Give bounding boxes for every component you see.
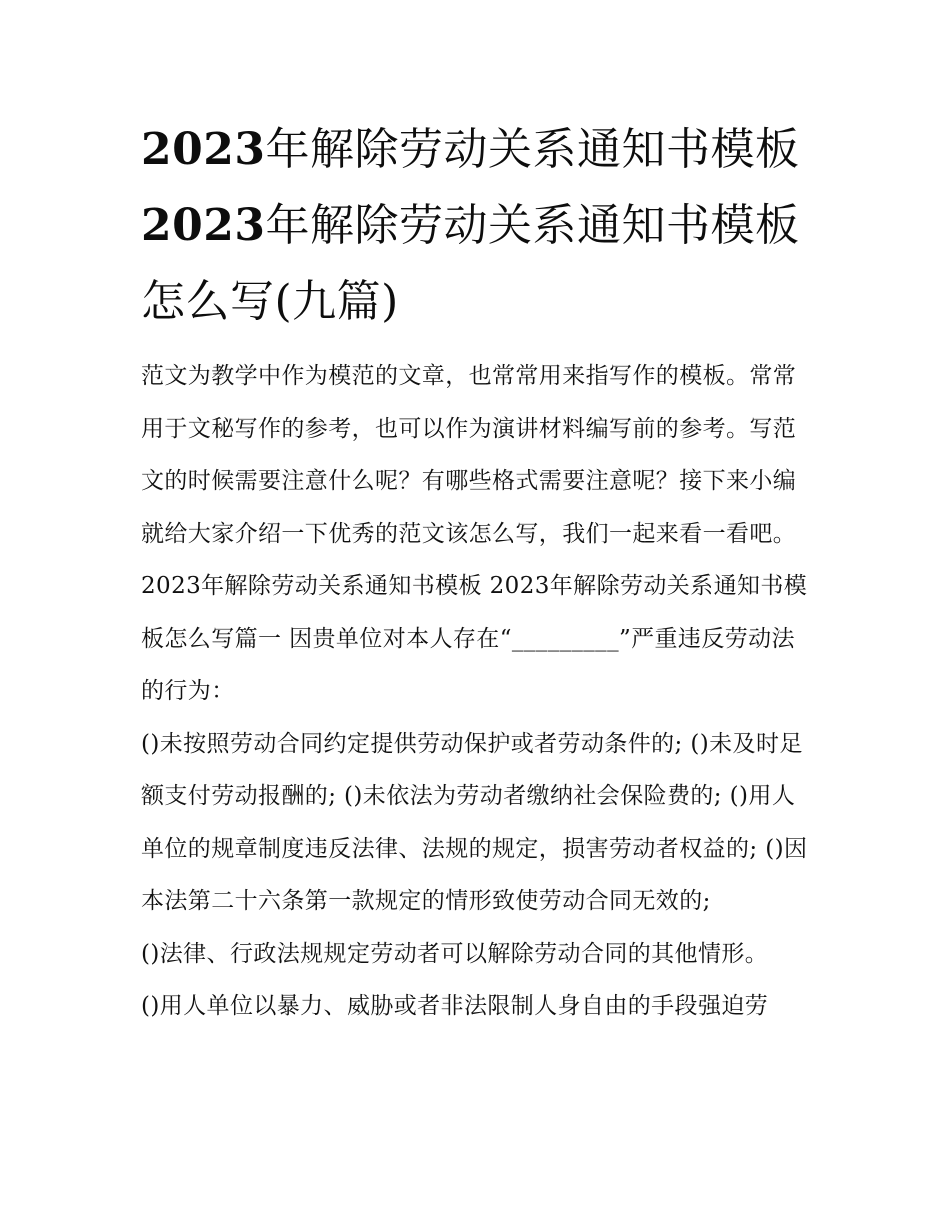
coercion-paragraph: ()用人单位以暴力、威胁或者非法限制人身自由的手段强迫劳	[141, 993, 769, 1019]
document-body	[141, 112, 816, 1033]
section-one-paragraph: 2023年解除劳动关系通知书模板 2023年解除劳动关系通知书模板怎么写篇一 因贵单位对本人存在“_________”严重违反劳动法的行为：	[141, 573, 808, 704]
legal-conditions-paragraph: ()法律、行政法规规定劳动者可以解除劳动合同的其他情形。	[141, 940, 769, 967]
intro-paragraph: 范文为教学中作为模范的文章，也常常用来指写作的模板。常常用于文秘写作的参考，也可以作为演讲材料编写前的参考。写范文的时候需要注意什么呢？有哪些格式需要注意呢？接下来小编就给大家介绍一下优秀的范文该怎么写，我们一起来看一看吧。	[141, 363, 797, 547]
conditions-paragraph: ()未按照劳动合同约定提供劳动保护或者劳动条件的; ()未及时足额支付劳动报酬的; ()未依法为劳动者缴纳社会保险费的; ()用人单位的规章制度违反法律、法规的规定，损害劳动者权益的; ()因本法第二十六条第一款规定的情形致使劳动合同无效的;	[141, 730, 808, 914]
document-title: 2023年解除劳动关系通知书模板 2023年解除劳动关系通知书模板怎么写(九篇)	[141, 124, 800, 327]
